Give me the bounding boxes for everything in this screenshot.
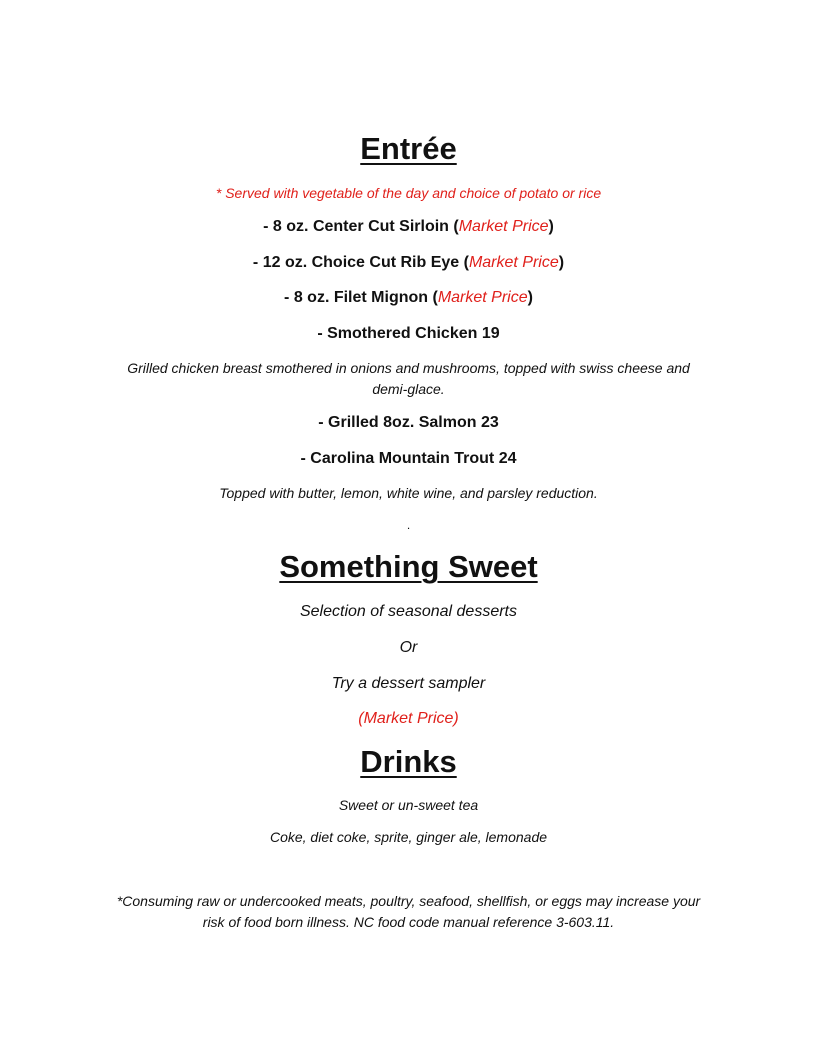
menu-item-smothered-chicken: - Smothered Chicken 19	[317, 325, 500, 342]
sweet-line-sampler: Try a dessert sampler	[331, 675, 486, 692]
menu-item-trout: - Carolina Mountain Trout 24	[300, 450, 517, 467]
separator-dot: .	[406, 518, 411, 532]
menu-item-rib-eye	[0, 253, 817, 273]
sweet-line-or: Or	[399, 639, 418, 656]
menu-item-close-paren: )	[558, 254, 565, 271]
market-price-label: Market Price	[437, 289, 528, 306]
entree-heading: Entrée	[360, 131, 457, 166]
chicken-description-line2: demi-glace.	[372, 381, 445, 397]
market-price-label: Market Price	[468, 254, 559, 271]
drinks-sodas: Coke, diet coke, sprite, ginger ale, lemonade	[269, 829, 548, 845]
sweet-line-desserts: Selection of seasonal desserts	[299, 603, 517, 620]
food-safety-disclaimer-line1: *Consuming raw or undercooked meats, poultry, seafood, shellfish, or eggs may increase your	[116, 893, 701, 909]
trout-description: Topped with butter, lemon, white wine, and parsley reduction.	[219, 485, 598, 501]
sweet-heading: Something Sweet	[279, 549, 538, 584]
menu-item-close-paren: )	[527, 289, 533, 306]
menu-item-sirloin	[0, 217, 817, 237]
chicken-description-line1: Grilled chicken breast smothered in onions and mushrooms, topped with swiss cheese and	[127, 360, 690, 376]
menu-item-name: - 12 oz. Choice Cut Rib Eye (	[252, 254, 469, 271]
menu-item-salmon: - Grilled 8oz. Salmon 23	[318, 414, 499, 431]
menu-item-name: - 8 oz. Center Cut Sirloin (	[263, 218, 459, 235]
menu-item-filet-mignon	[0, 288, 817, 308]
entree-serving-note: * Served with vegetable of the day and choice of potato or rice	[215, 185, 602, 201]
menu-item-name: - 8 oz. Filet Mignon (	[284, 289, 438, 306]
sweet-market-price: (Market Price)	[358, 710, 459, 727]
drinks-tea: Sweet or un-sweet tea	[338, 797, 479, 813]
menu-item-close-paren: )	[548, 218, 554, 235]
drinks-heading: Drinks	[360, 744, 457, 779]
food-safety-disclaimer-line2: risk of food born illness. NC food code manual reference 3-603.11.	[202, 914, 615, 930]
market-price-label: Market Price	[458, 218, 549, 235]
